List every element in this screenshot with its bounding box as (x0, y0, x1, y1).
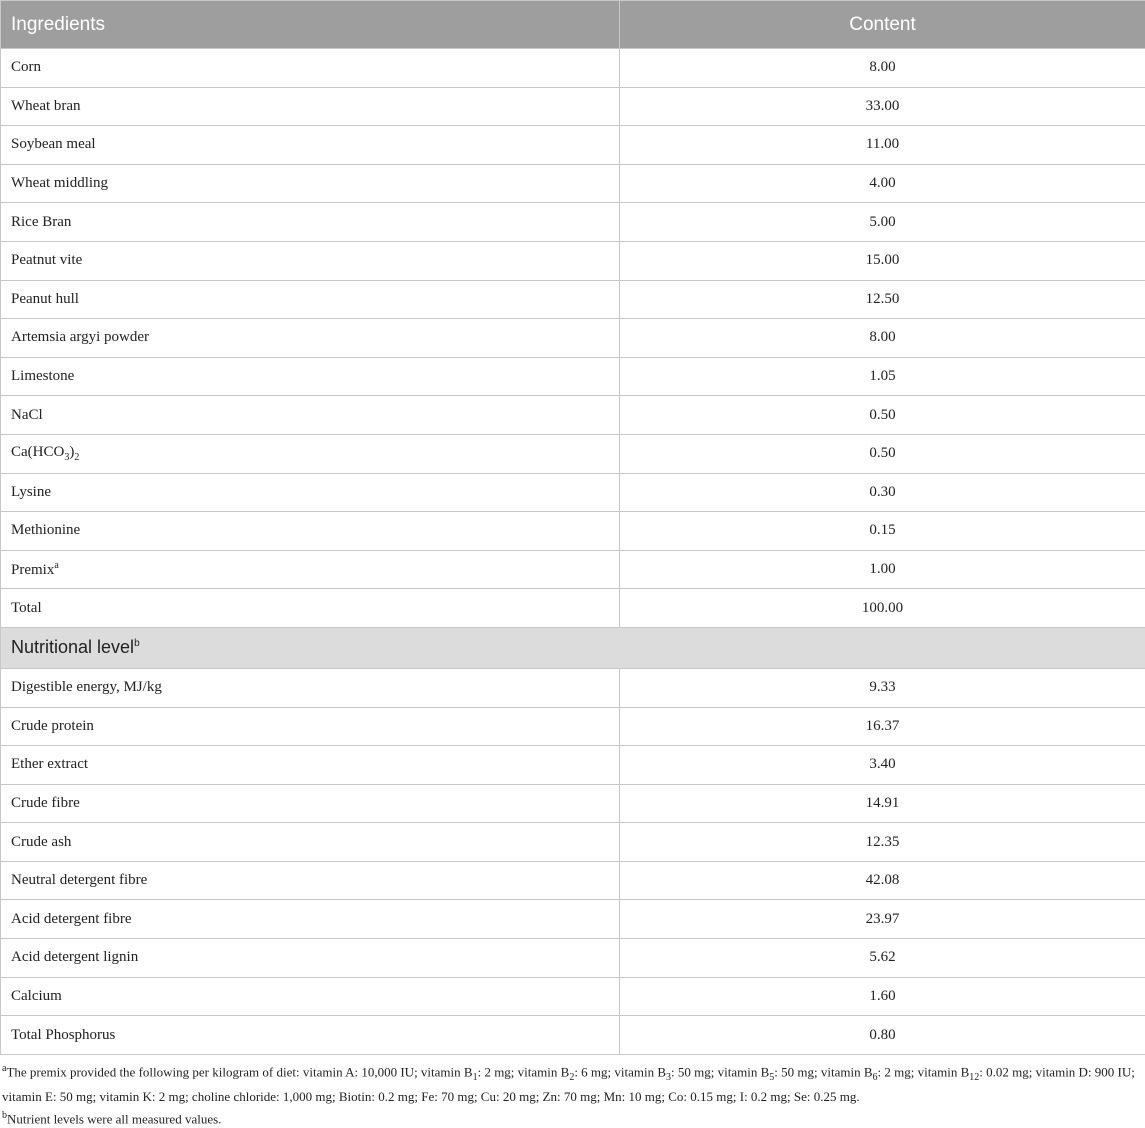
table-row (1, 203, 1145, 242)
nutrient-content: 9.33 (620, 668, 1145, 707)
nutrient-content: 1.60 (620, 977, 1145, 1016)
footnote-text: : 6 mg; vitamin B (574, 1064, 666, 1079)
ingredient-content: 12.50 (620, 280, 1145, 319)
ingredient-content: 1.00 (620, 550, 1145, 589)
table-row (1, 746, 1145, 785)
ingredient-name: Wheat middling (1, 164, 620, 203)
ingredient-content: 1.05 (620, 357, 1145, 396)
table-row (1, 707, 1145, 746)
ingredient-content: 8.00 (620, 49, 1145, 88)
formula-main: Ca(HCO (11, 444, 64, 460)
nutrient-name: Acid detergent fibre (1, 900, 620, 939)
ingredient-name (1, 550, 620, 589)
footnote-text: : 50 mg; vitamin B (774, 1064, 872, 1079)
ingredient-name: Soybean meal (1, 126, 620, 165)
formula-close: ) (69, 444, 74, 460)
nutrient-content: 3.40 (620, 746, 1145, 785)
section-label (1, 627, 1145, 668)
table-row (1, 1016, 1145, 1055)
ingredient-content: 33.00 (620, 87, 1145, 126)
nutrient-content: 42.08 (620, 861, 1145, 900)
footnote-b (2, 1106, 1143, 1128)
ingredient-name: Lysine (1, 473, 620, 512)
table-row (1, 319, 1145, 358)
ingredient-content: 0.15 (620, 512, 1145, 551)
nutrient-content: 0.80 (620, 1016, 1145, 1055)
table-row (1, 512, 1145, 551)
footnote-text: : 2 mg; vitamin B (878, 1064, 970, 1079)
nutrient-name: Crude ash (1, 823, 620, 862)
table-row (1, 550, 1145, 589)
footnote-a (2, 1059, 1143, 1106)
table-row (1, 861, 1145, 900)
table-row (1, 900, 1145, 939)
table-row (1, 49, 1145, 88)
ingredient-content: 15.00 (620, 241, 1145, 280)
ingredients-header: Ingredients (1, 1, 620, 49)
nutrient-name: Crude fibre (1, 784, 620, 823)
footnote-text: Nutrient levels were all measured values. (7, 1111, 221, 1126)
ingredient-content: 8.00 (620, 319, 1145, 358)
footnote-text: : 0.02 mg; vitamin D: 900 IU; vitamin E: 50 mg; vitamin K: 2 mg; choline chloride: 1,000 mg; Biotin: 0.2 mg; Fe: 70 mg; Cu: 20 mg; Zn: 70 mg; Mn: 10 mg; Co: 0.15 mg; I: 0.2 mg; Se: 0.25 mg. (2, 1064, 1135, 1104)
nutrient-name: Neutral detergent fibre (1, 861, 620, 900)
footnote-marker: a (2, 1063, 6, 1074)
premix-label: Premix (11, 562, 54, 578)
nutrient-name: Crude protein (1, 707, 620, 746)
content-header: Content (620, 1, 1145, 49)
ingredient-name: Peatnut vite (1, 241, 620, 280)
footnote-subscript: 12 (969, 1072, 979, 1083)
nutrient-name: Calcium (1, 977, 620, 1016)
table-row (1, 473, 1145, 512)
nutrient-name: Digestible energy, MJ/kg (1, 668, 620, 707)
ingredient-name: Total (1, 589, 620, 628)
table-row (1, 823, 1145, 862)
ingredient-content: 11.00 (620, 126, 1145, 165)
footnote-subscript: 1 (473, 1072, 478, 1083)
table-row (1, 784, 1145, 823)
nutrient-name: Ether extract (1, 746, 620, 785)
ingredient-name: Rice Bran (1, 203, 620, 242)
nutrient-content: 16.37 (620, 707, 1145, 746)
ingredient-content: 0.30 (620, 473, 1145, 512)
footnote-text: : 50 mg; vitamin B (671, 1064, 769, 1079)
nutritional-level-section-row (1, 627, 1145, 668)
table-row (1, 241, 1145, 280)
footnote-text: The premix provided the following per kilogram of diet: vitamin A: 10,000 IU; vitamin B (6, 1064, 472, 1079)
footnote-subscript: 6 (873, 1072, 878, 1083)
footnote-subscript: 2 (569, 1072, 574, 1083)
ingredient-name: Peanut hull (1, 280, 620, 319)
ingredient-content: 4.00 (620, 164, 1145, 203)
formula-subscript: 3 (64, 452, 69, 463)
ingredient-content: 0.50 (620, 434, 1145, 473)
table-footnotes (0, 1055, 1145, 1128)
nutrient-content: 14.91 (620, 784, 1145, 823)
section-label-text: Nutritional level (11, 637, 134, 657)
footnote-text: : 2 mg; vitamin B (478, 1064, 570, 1079)
nutrient-content: 12.35 (620, 823, 1145, 862)
footnote-marker: b (134, 638, 140, 649)
table-row (1, 164, 1145, 203)
nutrient-name: Total Phosphorus (1, 1016, 620, 1055)
table-row (1, 668, 1145, 707)
ingredient-name: NaCl (1, 396, 620, 435)
ingredient-content: 100.00 (620, 589, 1145, 628)
ingredient-name: Limestone (1, 357, 620, 396)
ingredient-name: Wheat bran (1, 87, 620, 126)
nutrient-name: Acid detergent lignin (1, 939, 620, 978)
ingredient-name: Methionine (1, 512, 620, 551)
table-row (1, 589, 1145, 628)
table-row (1, 357, 1145, 396)
ingredient-content: 5.00 (620, 203, 1145, 242)
footnote-marker: a (54, 560, 58, 571)
footnote-subscript: 5 (769, 1072, 774, 1083)
table-row (1, 87, 1145, 126)
table-row (1, 977, 1145, 1016)
footnote-subscript: 3 (666, 1072, 671, 1083)
table-row (1, 939, 1145, 978)
nutrient-content: 5.62 (620, 939, 1145, 978)
formula-subscript: 2 (74, 452, 79, 463)
ingredient-name: Corn (1, 49, 620, 88)
table-row (1, 280, 1145, 319)
table-row (1, 126, 1145, 165)
table-row (1, 396, 1145, 435)
ingredient-name (1, 434, 620, 473)
table-row (1, 434, 1145, 473)
ingredient-content: 0.50 (620, 396, 1145, 435)
footnote-marker: b (2, 1110, 7, 1121)
ingredient-name: Artemsia argyi powder (1, 319, 620, 358)
nutrient-content: 23.97 (620, 900, 1145, 939)
table-header-row (1, 1, 1145, 49)
